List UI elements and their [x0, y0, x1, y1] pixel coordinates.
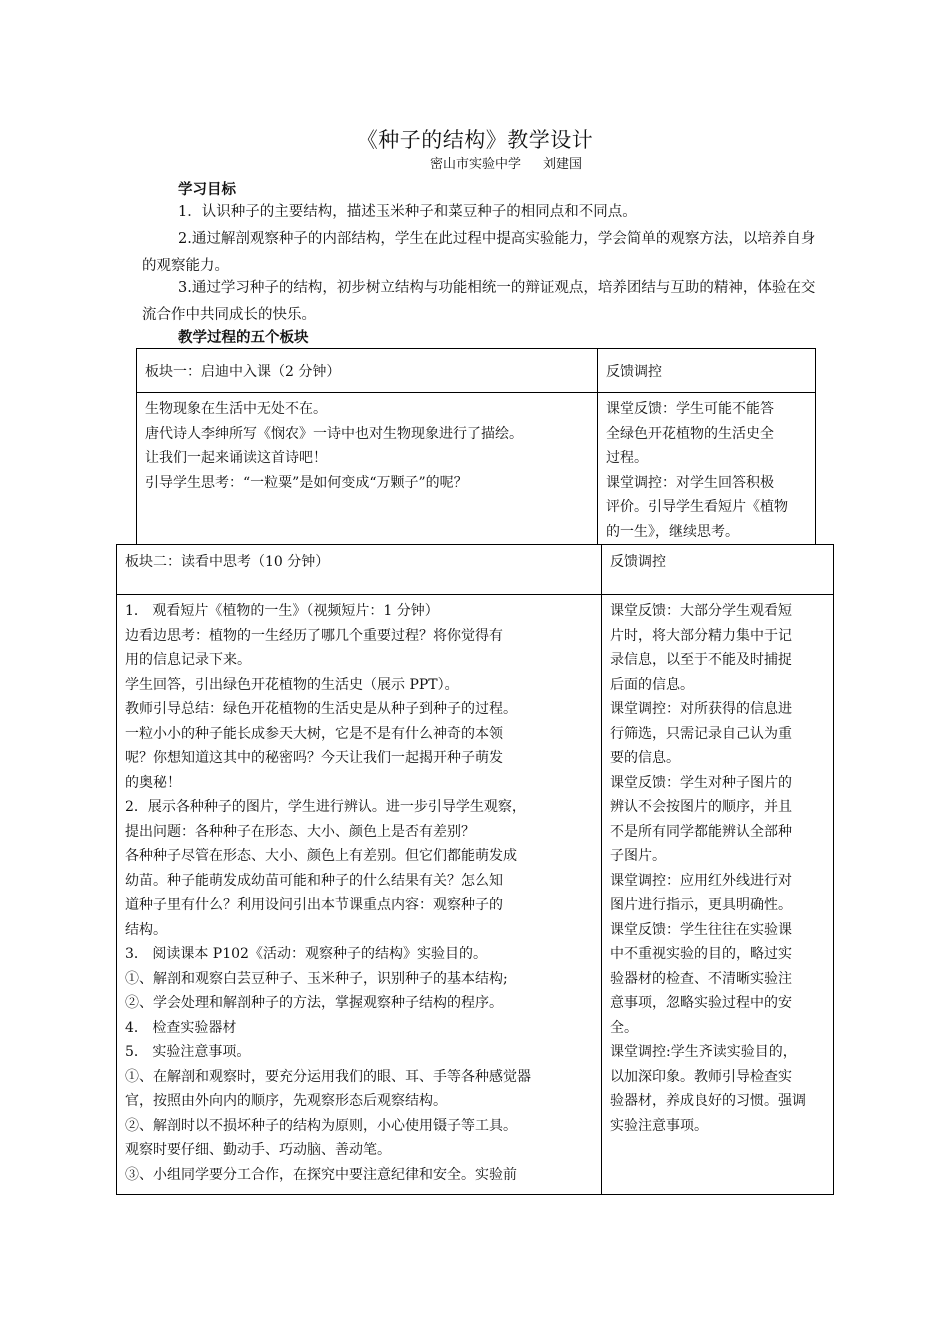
block2-right-line: 全。	[610, 1019, 638, 1036]
block2-left-line: 呢？你想知道这其中的秘密吗？今天让我们一起揭开种子萌发	[125, 750, 503, 766]
block2-right-line: 子图片。	[610, 848, 666, 864]
block2-right-line: 中不重视实验的目的，略过实	[610, 946, 792, 962]
block1-left-line: 引导学生思考：“一粒粟”是如何变成“万颗子”的呢？	[145, 474, 468, 491]
block2-left-line: 观察时要仔细、勤动手、巧动脑、善动笔。	[125, 1142, 391, 1158]
block1-right-line: 过程。	[606, 450, 648, 466]
document-title: 《种子的结构》教学设计	[356, 128, 594, 152]
objective-item: 2.通过解剖观察种子的内部结构，学生在此过程中提高实验能力，学会简单的观察方法，以培养自身的观察能力。	[142, 231, 816, 274]
block1-left-line: 生物现象在生活中无处不在。	[145, 401, 327, 417]
block2-right-line: 录信息，以至于不能及时捕捉	[610, 652, 792, 668]
block1-right-line: 的一生》，继续思考。	[606, 523, 739, 540]
block2-left-line: ①、解剖和观察白芸豆种子、玉米种子，识别种子的基本结构;	[125, 970, 508, 987]
block2-right-line: 辨认不会按图片的顺序，并且	[610, 799, 792, 815]
block2-right-line: 意事项，忽略实验过程中的安	[610, 995, 792, 1011]
block2-right-line: 课堂调控:学生齐读实验目的，	[610, 1044, 797, 1060]
block2-left-line: 5． 实验注意事项。	[125, 1044, 251, 1060]
block1-table	[136, 348, 816, 545]
author-line	[430, 153, 582, 172]
block1-right-line: 课堂反馈：学生可能不能答	[606, 401, 774, 417]
block2-left-line: ①、在解剖和观察时，要充分运用我们的眼、耳、手等各种感觉器	[125, 1068, 531, 1085]
block2-table	[116, 544, 834, 1195]
block2-right-line: 实验注意事项。	[610, 1117, 708, 1134]
block2-right-line: 课堂调控：应用红外线进行对	[610, 872, 792, 889]
block1-right-line: 全绿色开花植物的生活史全	[606, 425, 774, 442]
objective-item: 3.通过学习种子的结构，初步树立结构与功能相统一的辩证观点，培养团结与互助的精神，体验在交流合作中共同成长的快乐。	[142, 280, 816, 323]
block2-left-line: 边看边思考：植物的一生经历了哪几个重要过程？将你觉得有	[125, 627, 503, 644]
block1-content-right	[598, 393, 816, 545]
block1-left-line: 让我们一起来诵读这首诗吧！	[145, 450, 327, 466]
block2-left-line: ③、小组同学要分工合作，在探究中要注意纪律和安全。实验前	[125, 1166, 517, 1183]
block2-header-left: 板块二：读看中思考（10 分钟）	[117, 545, 602, 595]
block1-content-left	[137, 393, 598, 545]
block2-right-line: 课堂反馈：学生对种子图片的	[610, 774, 792, 791]
block1-header-right: 反馈调控	[598, 349, 816, 393]
process-heading: 教学过程的五个板块	[178, 329, 309, 346]
block2-content-right	[602, 595, 834, 1195]
block2-left-line: ②、解剖时以不损坏种子的结构为原则，小心使用镊子等工具。	[125, 1117, 517, 1134]
block1-header-left: 板块一：启迪中入课（2 分钟）	[137, 349, 598, 393]
block2-right-line: 验器材，养成良好的习惯。强调	[610, 1093, 806, 1109]
block2-header-right: 反馈调控	[602, 545, 834, 595]
block1-right-line: 课堂调控：对学生回答积极	[606, 474, 774, 491]
block2-left-line: 一粒小小的种子能长成参天大树，它是不是有什么神奇的本领	[125, 725, 503, 742]
block2-right-line: 片时，将大部分精力集中于记	[610, 627, 792, 644]
objective-item: 1．认识种子的主要结构，描述玉米种子和菜豆种子的相同点和不同点。	[178, 204, 637, 220]
block2-left-line: 4． 检查实验器材	[125, 1019, 237, 1036]
block2-left-line: 用的信息记录下来。	[125, 652, 251, 668]
block2-left-line: 幼苗。种子能萌发成幼苗可能和种子的什么结果有关？怎么知	[125, 872, 503, 889]
block2-right-line: 图片进行指示，更具明确性。	[610, 897, 792, 913]
block2-right-line: 验器材的检查、不清晰实验注	[610, 970, 792, 987]
block2-left-line: 道种子里有什么？利用设问引出本节课重点内容：观察种子的	[125, 897, 503, 913]
block2-left-line: 教师引导总结：绿色开花植物的生活史是从种子到种子的过程。	[125, 701, 517, 717]
block2-content-left	[117, 595, 602, 1195]
block2-left-line: 结构。	[125, 921, 167, 938]
author-name: 刘建国	[543, 157, 583, 172]
block2-right-line: 后面的信息。	[610, 676, 694, 693]
school-name: 密山市实验中学	[430, 157, 522, 172]
block2-right-line: 课堂调控：对所获得的信息进	[610, 701, 792, 717]
block2-right-line: 要的信息。	[610, 750, 680, 766]
block2-left-line: 官，按照由外向内的顺序，先观察形态后观察结构。	[125, 1093, 447, 1109]
block1-right-line: 评价。引导学生看短片《植物	[606, 499, 788, 515]
block2-left-line: 提出问题：各种种子在形态、大小、颜色上是否有差别？	[125, 823, 475, 840]
block2-left-line: 各种种子尽管在形态、大小、颜色上有差别。但它们都能萌发成	[125, 848, 517, 864]
block2-right-line: 不是所有同学都能辨认全部种	[610, 823, 792, 840]
objectives-heading: 学习目标	[178, 181, 236, 198]
block2-left-line: 的奥秘！	[125, 774, 181, 791]
block2-left-line: 3． 阅读课本 P102《活动：观察种子的结构》实验目的。	[125, 946, 487, 962]
block2-right-line: 课堂反馈：学生往往在实验课	[610, 921, 792, 938]
block2-right-line: 行筛选，只需记录自己认为重	[610, 725, 792, 742]
block1-left-line: 唐代诗人李绅所写《悯农》一诗中也对生物现象进行了描绘。	[145, 425, 523, 442]
block2-right-line: 以加深印象。教师引导检查实	[610, 1068, 792, 1085]
block2-left-line: 2．展示各种种子的图片，学生进行辨认。进一步引导学生观察，	[125, 799, 526, 815]
block2-left-line: 学生回答，引出绿色开花植物的生活史（展示 PPT）。	[125, 676, 459, 693]
block2-right-line: 课堂反馈：大部分学生观看短	[610, 603, 792, 619]
block2-left-line: ②、学会处理和解剖种子的方法，掌握观察种子结构的程序。	[125, 995, 503, 1011]
block2-left-line: 1． 观看短片《植物的一生》（视频短片：1 分钟）	[125, 603, 439, 619]
